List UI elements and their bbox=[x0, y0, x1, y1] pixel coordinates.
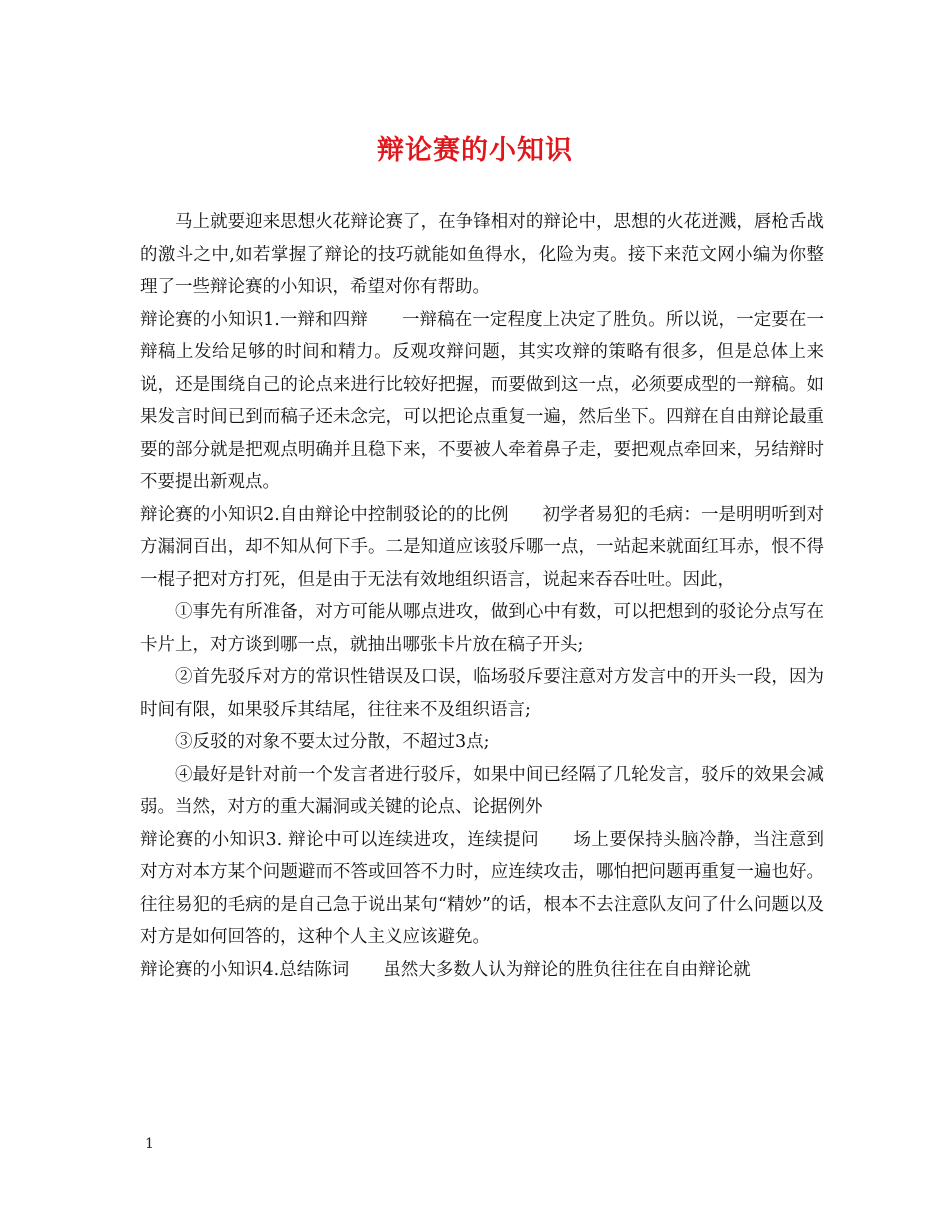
section-3 bbox=[140, 824, 824, 954]
section-heading: 辩论赛的小知识4.总结陈词 bbox=[140, 959, 350, 980]
section-text: 虽然大多数人认为辩论的胜负往往在自由辩论就 bbox=[383, 959, 751, 980]
section-2 bbox=[140, 499, 824, 597]
tip-item: ④最好是针对前一个发言者进行驳斥，如果中间已经隔了几轮发言，驳斥的效果会减弱。当然，对方的重大漏洞或关键的论点、论据例外 bbox=[140, 764, 824, 817]
tip-item: ②首先驳斥对方的常识性错误及口误，临场驳斥要注意对方发言中的开头一段，因为时间有限，如果驳斥其结尾，往往来不及组织语言; bbox=[140, 667, 824, 720]
section-heading: 辩论赛的小知识2.自由辩论中控制驳论的的比例 bbox=[140, 504, 509, 525]
section-4 bbox=[140, 954, 824, 987]
section-heading: 辩论赛的小知识3. 辩论中可以连续进攻，连续提问 bbox=[140, 829, 540, 850]
document-body bbox=[140, 206, 824, 986]
section-text: 一辩稿在一定程度上决定了胜负。所以说，一定要在一辩稿上发给足够的时间和精力。反观攻辩问题，其实攻辩的策略有很多，但是总体上来说，还是围绕自己的论点来进行比较好把握，而要做到这一点，必须要成型的一辩稿。如果发言时间已到而稿子还未念完，可以把论点重复一遍，然后坐下。四辩在自由辩论最重要的部分就是把观点明确并且稳下来，不要被人牵着鼻子走，要把观点牵回来，另结辩时不要提出新观点。 bbox=[140, 309, 824, 492]
section-text: 场上要保持头脑冷静，当注意到对方对本方某个问题避而不答或回答不力时，应连续攻击，哪怕把问题再重复一遍也好。往往易犯的毛病的是自己急于说出某句“精妙”的话，根本不去注意队友问了什么问题以及对方是如何回答的，这种个人主义应该避免。 bbox=[140, 829, 825, 947]
page-title: 辩论赛的小知识 bbox=[377, 135, 573, 166]
tip-item: ③反驳的对象不要太过分散，不超过3点; bbox=[175, 732, 490, 752]
section-1 bbox=[140, 304, 824, 499]
section-text: 初学者易犯的毛病：一是明明听到对方漏洞百出，却不知从何下手。二是知道应该驳斥哪一点，一站起来就面红耳赤，恨不得一棍子把对方打死，但是由于无法有效地组织语言，说起来吞吞吐吐。因此， bbox=[140, 504, 825, 590]
section-heading: 辩论赛的小知识1.一辩和四辩 bbox=[140, 309, 368, 330]
tip-item: ①事先有所准备，对方可能从哪点进攻，做到心中有数，可以把想到的驳论分点写在卡片上，对方谈到哪一点，就抽出哪张卡片放在稿子开头; bbox=[140, 602, 824, 655]
page-number: 1 bbox=[145, 1136, 154, 1152]
intro-paragraph: 马上就要迎来思想火花辩论赛了，在争锋相对的辩论中，思想的火花迸溅，唇枪舌战的激斗之中,如若掌握了辩论的技巧就能如鱼得水，化险为夷。接下来范文网小编为你整理了一些辩论赛的小知识，希望对你有帮助。 bbox=[140, 212, 824, 297]
